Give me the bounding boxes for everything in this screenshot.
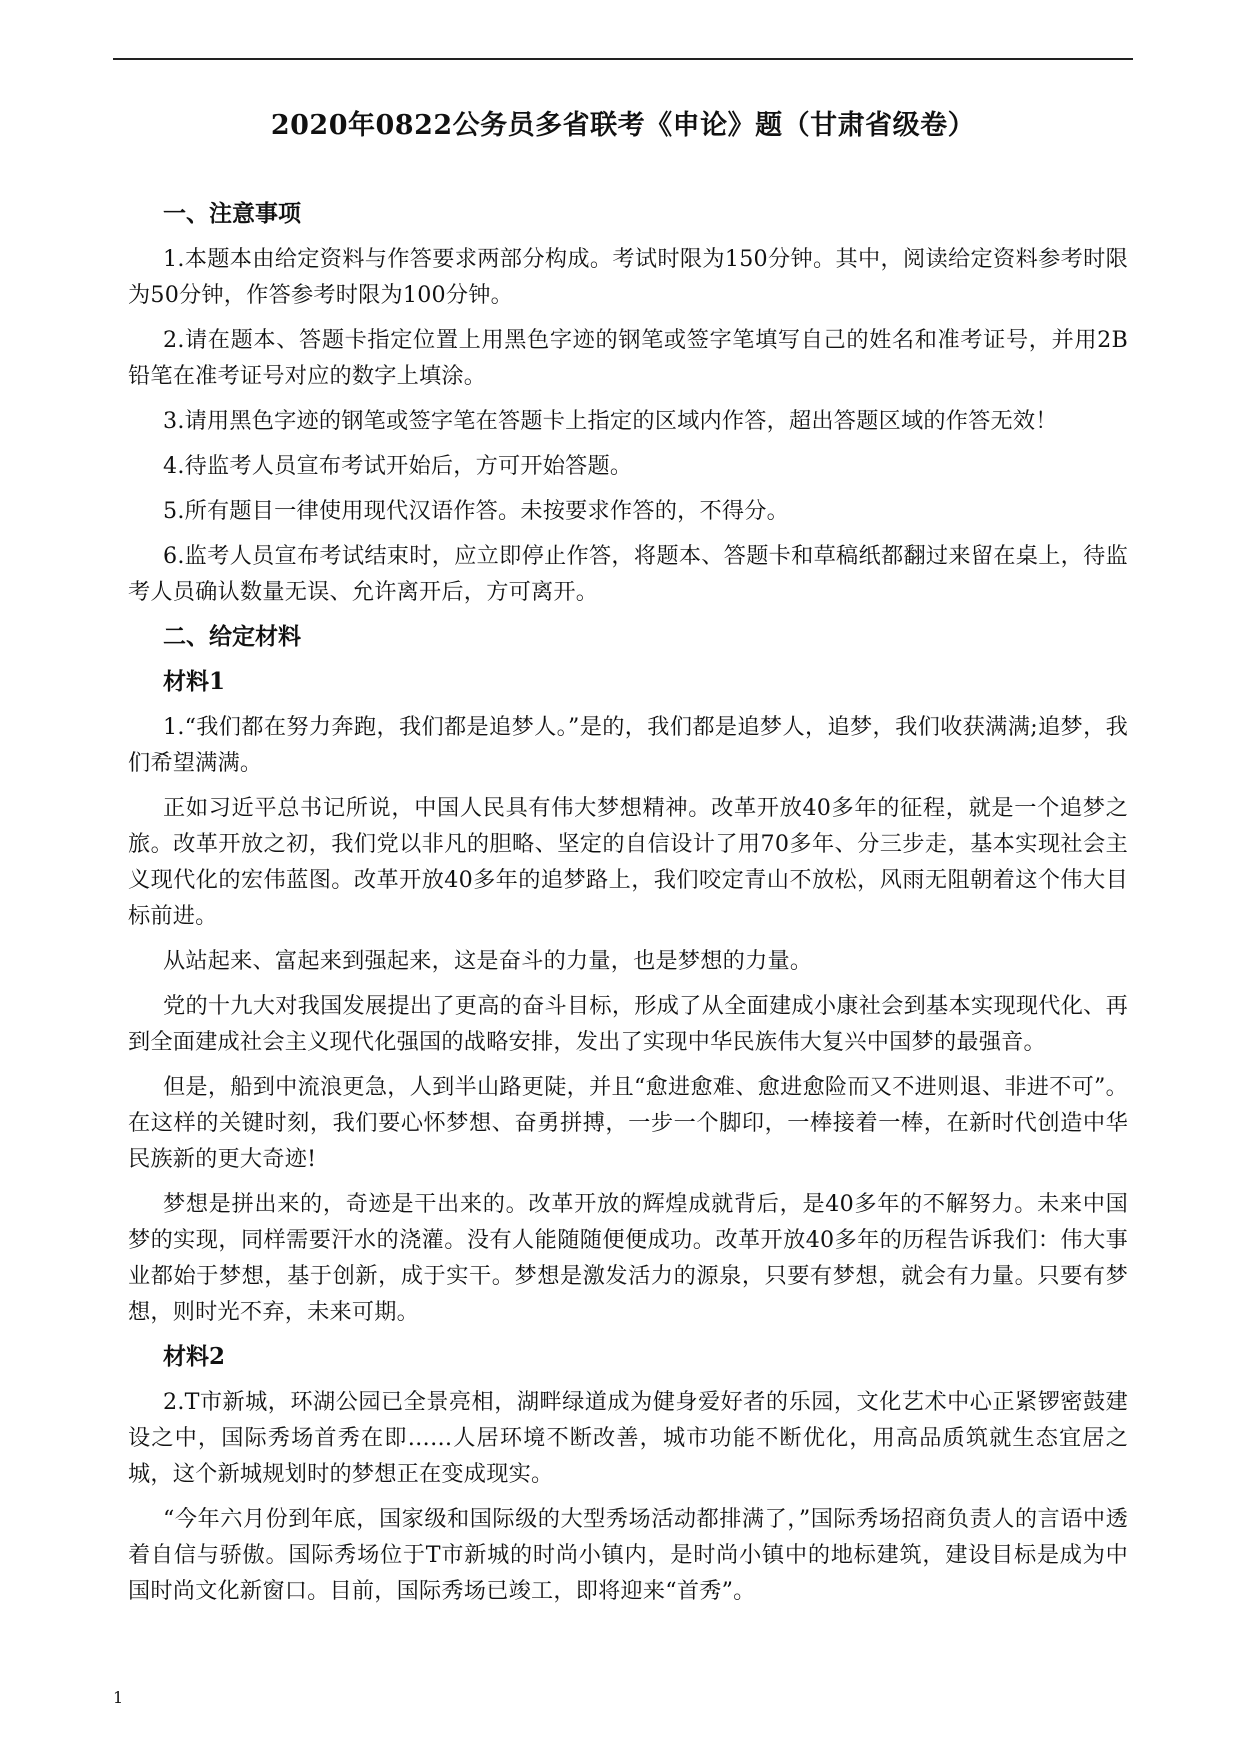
notes-item: 5.所有题目一律使用现代汉语作答。未按要求作答的，不得分。: [163, 498, 790, 524]
section-heading-notes: 一、注意事项: [163, 200, 301, 227]
header-rule: [113, 58, 1133, 60]
page-number: 1: [113, 1688, 124, 1707]
material-1-paragraph: 梦想是拼出来的，奇迹是干出来的。改革开放的辉煌成就背后，是40多年的不解努力。未来中国 梦的实现，同样需要汗水的浇灌。没有人能随随便便成功。改革开放40多年的历程告诉我们：伟大事业都始于梦想，基于创新，成于实干。梦想是激发活力的源泉，只要有梦想，就会有力量。只要有梦想，则时光不弃，未来可期。: [128, 1191, 1128, 1325]
notes-item: 4.待监考人员宣布考试开始后，方可开始答题。: [163, 453, 633, 479]
document-body: [128, 196, 1128, 1618]
material-1-paragraph: 党的十九大对我国发展提出了更高的奋斗目标，形成了从全面建成小康社会到基本实现现代化、再到全面建成社会主义现代化强国的战略安排，发出了实现中华民族伟大复兴中国梦的最强音。: [128, 993, 1128, 1055]
notes-item: 1.本题本由给定资料与作答要求两部分构成。考试时限为150分钟。其中，阅读给定资料参考时限为50分钟，作答参考时限为100分钟。: [128, 246, 1128, 308]
material-1-paragraph: 1.“我们都在努力奔跑，我们都是追梦人。”是的，我们都是追梦人，追梦，我们收获满满;追梦，我们希望满满。: [128, 714, 1128, 776]
document-title: 2020年0822公务员多省联考《申论》题（甘肃省级卷）: [270, 110, 976, 141]
section-heading-materials: 二、给定材料: [163, 623, 301, 650]
notes-item: 3.请用黑色字迹的钢笔或签字笔在答题卡上指定的区域内作答，超出答题区域的作答无效！: [163, 408, 1058, 434]
material-2-paragraph: “今年六月份到年底，国家级和国际级的大型秀场活动都排满了，”国际秀场招商负责人的言语中透着自信与骄傲。国际秀场位于T市新城的时尚小镇内，是时尚小镇中的地标建筑，建设目标是成为中国时尚文化新窗口。目前，国际秀场已竣工，即将迎来“首秀”。: [128, 1506, 1128, 1604]
material-1-paragraph: 正如习近平总书记所说，中国人民具有伟大梦想精神。改革开放40多年的征程，就是一个追梦之旅。改革开放之初，我们党以非凡的胆略、坚定的自信设计了用70多年、分三步走，基本实现社会主义现代化的宏伟蓝图。改革开放40多年的追梦路上，我们咬定青山不放松，风雨无阻朝着这个伟大目标前进。: [128, 795, 1128, 929]
material-2-heading: 材料2: [163, 1343, 226, 1370]
material-2-paragraph: 2.T市新城，环湖公园已全景亮相，湖畔绿道成为健身爱好者的乐园，文化艺术中心正紧锣密鼓建设之中，国际秀场首秀在即……人居环境不断改善，城市功能不断优化，用高品质筑就生态宜居之城，这个新城规划时的梦想正在变成现实。: [128, 1389, 1128, 1487]
material-1-paragraph: 从站起来、富起来到强起来，这是奋斗的力量，也是梦想的力量。: [163, 948, 813, 974]
notes-item: 2.请在题本、答题卡指定位置上用黑色字迹的钢笔或签字笔填写自己的姓名和准考证号，并用2B铅笔在准考证号对应的数字上填涂。: [128, 327, 1128, 389]
material-1-heading: 材料1: [163, 668, 226, 695]
notes-item: 6.监考人员宣布考试结束时，应立即停止作答，将题本、答题卡和草稿纸都翻过来留在桌上，待监考人员确认数量无误、允许离开后，方可离开。: [128, 543, 1128, 605]
material-1-paragraph: 但是，船到中流浪更急，人到半山路更陡，并且“愈进愈难、愈进愈险而又不进则退、非进不可”。在这样的关键时刻，我们要心怀梦想、奋勇拼搏，一步一个脚印，一棒接着一棒，在新时代创造中华民族新的更大奇迹!: [128, 1074, 1128, 1172]
